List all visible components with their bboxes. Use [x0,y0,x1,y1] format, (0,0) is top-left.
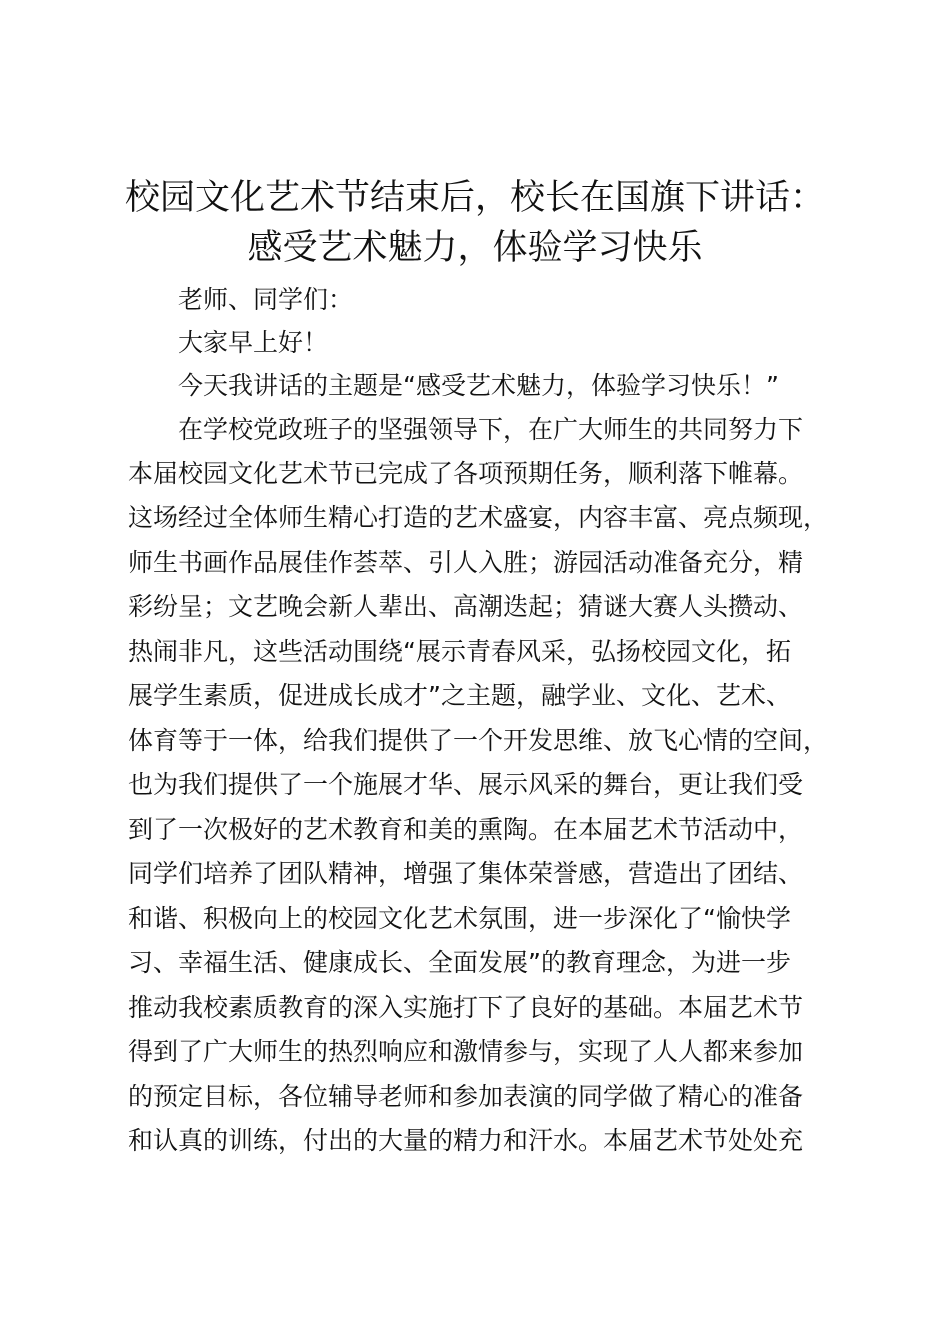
paragraph-line: 和认真的训练，付出的大量的精力和汗水。本届艺术节处处充 [128,1126,804,1155]
paragraph-line: 彩纷呈；文艺晚会新人辈出、高潮迭起；猜谜大赛人头攒动、 [128,592,804,621]
topic-line: 今天我讲话的主题是“感受艺术魅力，体验学习快乐！” [178,371,779,400]
paragraph-line: 推动我校素质教育的深入实施打下了良好的基础。本届艺术节 [128,993,804,1022]
paragraph-line: 本届校园文化艺术节已完成了各项预期任务，顺利落下帷幕。 [128,459,804,488]
paragraph-line: 到了一次极好的艺术教育和美的熏陶。在本届艺术节活动中， [128,815,804,844]
paragraph-line: 展学生素质，促进成长成才”之主题，融学业、文化、艺术、 [128,681,791,710]
paragraph-line: 热闹非凡，这些活动围绕“展示青春风采，弘扬校园文化，拓 [128,637,791,666]
paragraph-line: 体育等于一体，给我们提供了一个开发思维、放飞心情的空间， [128,726,829,755]
paragraph-line: 也为我们提供了一个施展才华、展示风采的舞台，更让我们受 [128,770,804,799]
paragraph-line: 师生书画作品展佳作荟萃、引人入胜；游园活动准备充分，精 [128,548,804,577]
paragraph-line: 同学们培养了团队精神，增强了集体荣誉感，营造出了团结、 [128,859,804,888]
salutation: 老师、同学们： [178,285,354,314]
paragraph-line: 习、幸福生活、健康成长、全面发展”的教育理念，为进一步 [128,948,791,977]
greeting: 大家早上好！ [178,328,329,357]
paragraph-line: 在学校党政班子的坚强领导下，在广大师生的共同努力下 [178,415,804,444]
page-title-line-1: 校园文化艺术节结束后，校长在国旗下讲话： [124,178,825,218]
page-title-line-2: 感受艺术魅力，体验学习快乐 [247,228,703,268]
paragraph-line: 和谐、积极向上的校园文化艺术氛围，进一步深化了“愉快学 [128,904,791,933]
paragraph-line: 这场经过全体师生精心打造的艺术盛宴，内容丰富、亮点频现， [128,503,829,532]
paragraph-line: 得到了广大师生的热烈响应和激情参与，实现了人人都来参加 [128,1037,804,1066]
paragraph-line: 的预定目标，各位辅导老师和参加表演的同学做了精心的准备 [128,1082,804,1111]
